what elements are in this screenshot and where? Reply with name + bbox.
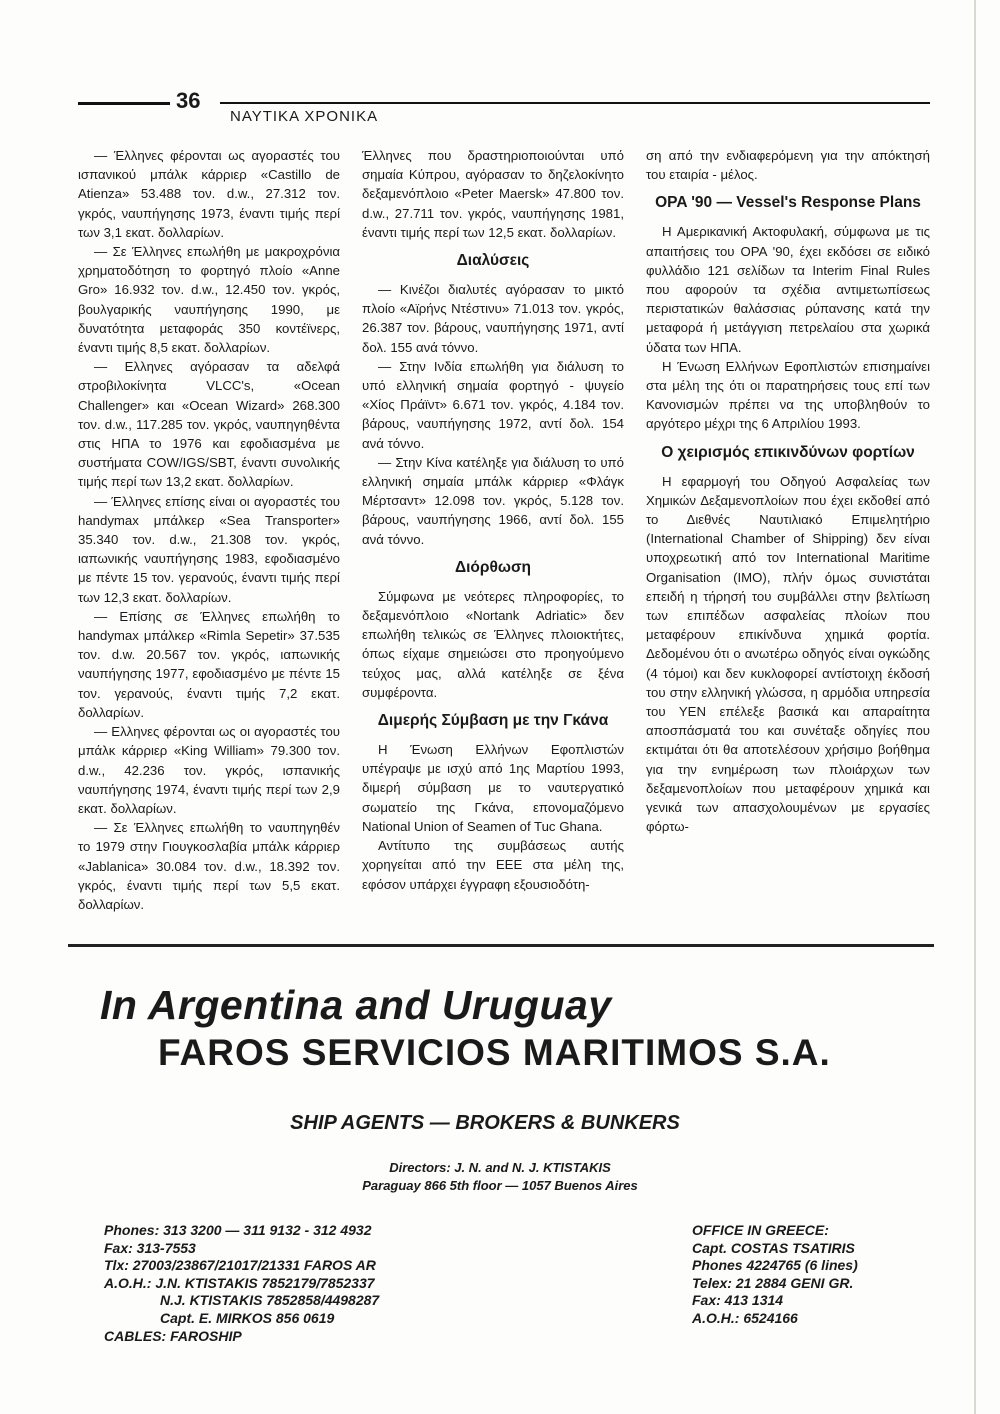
ad-phones: Phones: 313 3200 — 311 9132 - 312 4932: [104, 1222, 372, 1238]
paragraph: Αντίτυπο της συμβάσεως αυτής χορηγείται από την ΕΕΕ στα μέλη της, εφόσον υπάρχει έγγραφη εξουσιοδότη-: [362, 838, 624, 892]
greece-phones: Phones 4224765 (6 lines): [692, 1257, 858, 1274]
section-heading: Διαλύσεις: [456, 252, 530, 270]
column-3: [646, 146, 930, 837]
ad-aoh-1: A.O.H.: J.N. KTISTAKIS 7852179/7852337: [104, 1274, 375, 1291]
ad-services-text: SHIP AGENTS — BROKERS & BUNKERS: [290, 1112, 680, 1134]
column-1: [78, 146, 340, 914]
paragraph: Η Ένωση Ελλήνων Εφοπλιστών υπέγραψε με ισχύ από 1ης Μαρτίου 1993, διμερή σύμβαση με το ναυτεργατικό σωματείο της Γκάνα, επονομαζόμενο National Union of Seamen of Tuc Ghana.: [362, 742, 624, 834]
header-rule-right: [220, 102, 930, 104]
ad-aoh-3: Capt. E. MIRKOS 856 0619: [160, 1309, 335, 1326]
journal-title: ΝΑΥΤΙΚΑ ΧΡΟΝΙΚΑ: [230, 108, 379, 125]
ad-divider: [68, 944, 934, 947]
paragraph: — Έλληνες επίσης είναι οι αγοραστές του handymax μπάλκερ «Sea Transporter» 35.340 τον. d.w., 21.308 τον. γκρός, ιαπωνικής ναυπήγησης 1983, εφοδιασμένο με πέντε 15 τον. γερανούς, έναντι τιμής περί των 12,3 εκατ. δολλαρίων.: [78, 493, 340, 605]
paragraph: — Ελληνες αγόρασαν τα αδελφά στροβιλοκίνητα VLCC's, «Ocean Challenger» και «Ocean Wizard» 268.300 τον. d.w., 117.285 τον. γκρός, ναυπηγηθέντα στις ΗΠΑ το 1976 και εφοδιασμένα με συστήματα COW/IGS/SBT, έναντι συνολικής τιμής περί των 13,2 εκατ. δολλαρίων.: [78, 359, 340, 490]
paragraph: Έλληνες που δραστηριοποιούνται υπό σημαία Κύπρου, αγόρασαν το δηζελοκίνητο δεξαμενόπλοιο «Peter Mаersk» 47.800 τον. d.w., 27.711 τον. γκρός, ναυπήγησης 1981, έναντι τιμής περί των 12,5 εκατ. δολλαρίων.: [362, 148, 624, 240]
paragraph: ση από την ενδιαφερόμενη για την απόκτησή του εταιρία - μέλος.: [646, 148, 930, 183]
paragraph: — Στην Ινδία επωλήθη για διάλυση το υπό ελληνική σημαία φορτηγό - ψυγείο «Χίος Πράϊντ» 6.671 τον. γκρός, 4.184 τον. βάρους, ναυπήγησης 1972, αντί δολ. 154 ανά τόννο.: [362, 358, 624, 451]
ad-services: [0, 1112, 1000, 1135]
ad-aoh-2: N.J. KTISTAKIS 7852858/4498287: [160, 1292, 380, 1309]
paragraph: Σύμφωνα με νεότερες πληροφορίες, το δεξαμενόπλοιο «Nortank Adriatic» δεν επωλήθη τελικώς σε Έλληνες πλοιοκτήτες, όπως είχαμε σημειώσει στο προηγούμενο τεύχος μας, αλλά κατέληξε σε ξένα συμφέροντα.: [362, 588, 624, 700]
greece-office-title: OFFICE IN GREECE:: [692, 1222, 829, 1238]
ad-fax: Fax: 313-7553: [104, 1239, 196, 1256]
paragraph: Η Ένωση Ελλήνων Εφοπλιστών επισημαίνει στα μέλη της ότι οι παρατηρήσεις τους επί των Κανονισμών πρέπει να της υποβληθούν το αργότερο μέχρι της 6 Απριλίου 1993.: [646, 358, 930, 432]
section-heading: Διόρθωση: [454, 558, 532, 576]
ad-address: Paraguay 866 5th floor — 1057 Buenos Aires: [362, 1178, 638, 1193]
paragraph: — Έλληνες φέρονται ως αγοραστές του ισπανικού μπάλκ κάρριερ «Castillo de Atienza» 53.488 τον. d.w., 27.312 τον. γκρός, ναυπήγησης 1973, έναντι τιμής περί των 3,1 εκατ. δολλαρίων.: [78, 148, 340, 240]
paragraph: Η Αμερικανική Ακτοφυλακή, σύμφωνα με τις απαιτήσεις του OPA '90, έχει εκδόσει σε ειδικό φυλλάδιο 121 σελίδων τα Interim Final Rules που αφορούν τα σχέδια αντιμετωπίσεως περιστατικών θαλάσσιας ρύπανσης κατά την μεταφορά ή μετάγγιση πετρελαίου στα χωρικά ύδατα των ΗΠΑ.: [646, 224, 930, 355]
paragraph: — Επίσης σε Έλληνες επωλήθη το handymax μπάλκερ «Rimla Sepetir» 37.535 τον. d.w. 20.567 τον. γκρός, ιαπωνικής ναυπήγησης 1977, εφοδιασμένο με πέντε 15 τον. γερανούς, έναντι τιμής 7,2 εκατ. δολλαρίων.: [78, 608, 340, 720]
column-2: [362, 146, 624, 894]
ad-contact-block: [104, 1222, 379, 1345]
paragraph: — Σε Έλληνες επωλήθη το ναυπηγηθέν το 1979 στην Γιουγκοσλαβία μπάλκ κάρριερ «Jablanica» 30.084 τον. d.w., 18.392 τον. γκρός, έναντι τιμής περί των 5,5 εκατ. δολλαρίων.: [78, 820, 340, 912]
paragraph: Η εφαρμογή του Οδηγού Ασφαλείας των Χημικών Δεξαμενοπλοίων που έχει εκδοθεί από το Διεθνές Ναυτιλιακό Επιμελητήριο (International Chamber of Shipping) δεν είναι υποχρεωτική από τον International Maritime Organisation (IMO), πλήν όμως συνιστάται επειδή η τήρησή του συμβάλλει στην βελτίωση των επιπέδων ασφαλείας πλοίων που μεταφέρουν επικίνδυνα χημικά φορτία. Δεδομένου ότι ο ανωτέρω οδηγός είναι ογκώδης (4 τόμοι) και δεν κυκλοφορεί αντίστοιχη έκδοσή του στην ελληνική γλώσσα, η αρμόδια υπηρεσία του ΥΕΝ επέλεξε βασικά και απαραίτητα αποσπάσματά του και συνέταξε οδηγίες που εκτιμάται ότι θα αποτελέσουν χρήσιμο βοήθημα για την ενημέρωση των πλοιάρχων των δεξαμενοπλοίων που μεταφέρουν χημικά και γενικά των απασχολουμένων με εργασίες φόρτω-: [646, 473, 930, 835]
ad-directors: Directors: J. N. and N. J. KTISTAKIS: [389, 1160, 611, 1175]
paragraph: — Σε Έλληνες επωλήθη με μακροχρόνια χρηματοδότηση το φορτηγό πλοίο «Anne Gro» 16.932 τον. d.w., 12.450 τον. γκρός, βουλγαρικής ναυπήγησης 1990, με δυνατότητα μεταφοράς 350 κοντέϊνερς, έναντι τιμής 8,5 εκατ. δολλαρίων.: [78, 244, 340, 356]
paragraph: — Κινέζοι διαλυτές αγόρασαν το μικτό πλοίο «Αϊρήνς Ντέστινυ» 71.013 τον. γκρός, 26.387 τον. βάρους, ναυπήγησης 1971, αντί δολ. 155 ανά τόννο.: [362, 282, 624, 355]
paragraph: — Στην Κίνα κατέληξε για διάλυση το υπό ελληνική σημαία μπάλκ κάρριερ «Φλάγκ Μέρτσαντ» 12.098 τον. γκρός, 5.128 τον. βάρους, ναυπήγησης 1966, αντί δολ. 155 ανά τόννο.: [362, 454, 624, 547]
ad-company-name: FAROS SERVICIOS MARITIMOS S.A.: [158, 1032, 831, 1073]
page-header: [78, 88, 930, 128]
greece-aoh: A.O.H.: 6524166: [692, 1309, 798, 1326]
greece-fax: Fax: 413 1314: [692, 1292, 784, 1309]
ad-telex: Tlx: 27003/23867/21017/21331 FAROS AR: [104, 1257, 376, 1274]
section-heading: Ο χειρισμός επικινδύνων φορτίων: [661, 443, 915, 461]
section-heading: OPA '90 — Vessel's Response Plans: [655, 194, 921, 212]
ad-cables: CABLES: FAROSHIP: [104, 1327, 242, 1344]
ad-greece-office: [692, 1222, 858, 1328]
greece-telex: Telex: 21 2884 GENI GR.: [692, 1274, 854, 1291]
ad-headline: In Argentina and Uruguay: [100, 982, 612, 1028]
advertisement: [0, 960, 1000, 1400]
greece-captain: Capt. COSTAS TSATIRIS: [692, 1239, 855, 1256]
page-number: 36: [176, 88, 201, 113]
paragraph: — Ελληνες φέρονται ως οι αγοραστές του μπάλκ κάρριερ «King William» 79.300 τον. d.w., 42.236 τον. γκρός, ισπανικής ναυπήγησης 1974, έναντι τιμής περί των 2,9 εκατ. δολλαρίων.: [78, 724, 340, 816]
header-rule-left: [78, 102, 170, 105]
section-heading: Διμερής Σύμβαση με την Γκάνα: [377, 712, 609, 730]
